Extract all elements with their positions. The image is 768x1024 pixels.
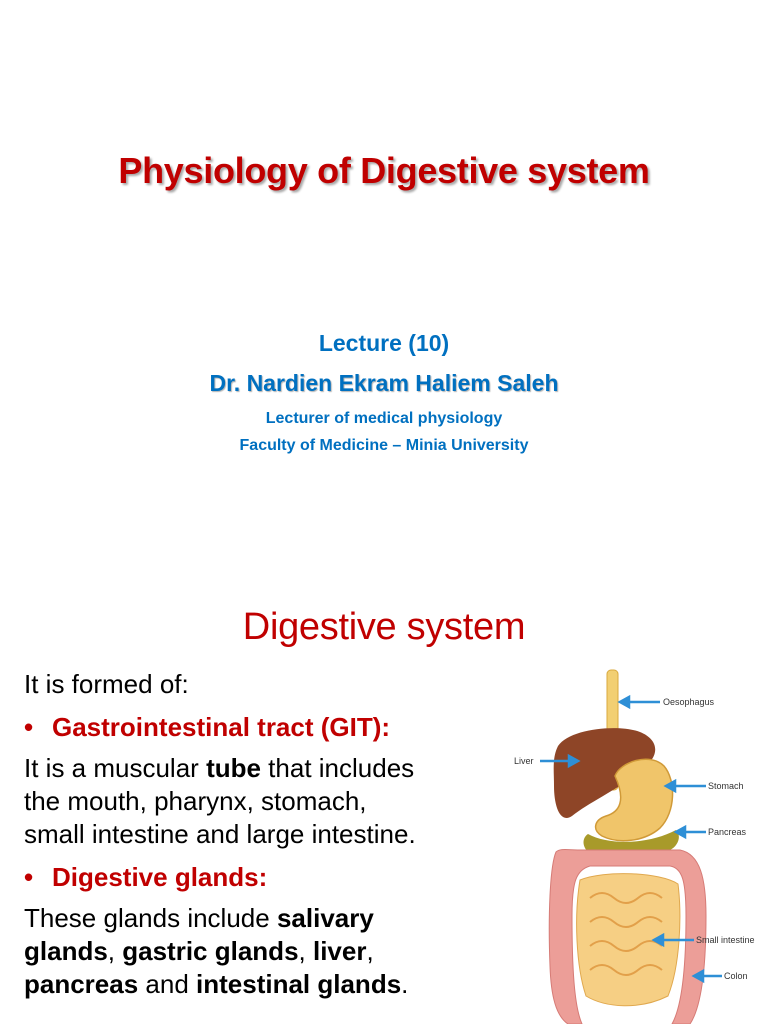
lecturer-name: Dr. Nardien Ekram Haliem Saleh — [209, 370, 559, 396]
bold-span: glands — [24, 936, 108, 966]
bold-span: liver — [312, 936, 367, 966]
bullet-heading: Digestive glands: — [52, 862, 268, 892]
bold-span: intestinal glands — [196, 969, 402, 999]
bold-span: salivary — [276, 903, 374, 933]
label-small-intestine: Small intestine — [696, 935, 755, 945]
git-description-line2: the mouth, pharynx, stomach, — [24, 786, 367, 816]
lecture-number: Lecture (10) — [318, 330, 450, 356]
intro-text: It is formed of: — [24, 669, 189, 699]
label-stomach: Stomach — [708, 781, 744, 791]
label-colon: Colon — [724, 971, 748, 981]
text-span: , — [366, 936, 374, 966]
slide-body — [24, 668, 524, 1001]
text-span: and — [138, 969, 197, 999]
glands-description-line2 — [24, 935, 524, 968]
bullet-icon: • — [24, 712, 34, 742]
glands-description — [24, 902, 524, 935]
text-span: , — [298, 936, 313, 966]
slide-title: Digestive system — [242, 606, 526, 648]
arrow-oesophagus-head — [620, 697, 629, 707]
text-span: , — [107, 936, 123, 966]
git-description — [24, 752, 524, 785]
bullet-glands — [24, 861, 524, 894]
bullet-icon: • — [24, 862, 34, 892]
slide-title: Physiology of Digestive system — [118, 150, 650, 191]
glands-description-line3 — [24, 968, 524, 1001]
faculty-name: Faculty of Medicine – Minia University — [239, 437, 529, 454]
bold-span: gastric glands — [122, 936, 299, 966]
text-span: that includes — [260, 753, 415, 783]
text-span: These glands include — [24, 903, 277, 933]
bold-span: tube — [206, 753, 261, 783]
bold-span: pancreas — [24, 969, 139, 999]
label-pancreas: Pancreas — [708, 827, 747, 837]
digestive-system-diagram — [510, 666, 768, 1024]
label-oesophagus: Oesophagus — [663, 697, 715, 707]
text-span: It is a muscular — [24, 753, 207, 783]
label-liver: Liver — [514, 756, 534, 766]
bullet-heading: Gastrointestinal tract (GIT): — [52, 712, 391, 742]
lecturer-role: Lecturer of medical physiology — [265, 410, 503, 427]
text-span: . — [401, 969, 409, 999]
git-description-line3: small intestine and large intestine. — [24, 819, 416, 849]
bullet-git — [24, 711, 524, 744]
content-slide — [0, 576, 768, 1024]
